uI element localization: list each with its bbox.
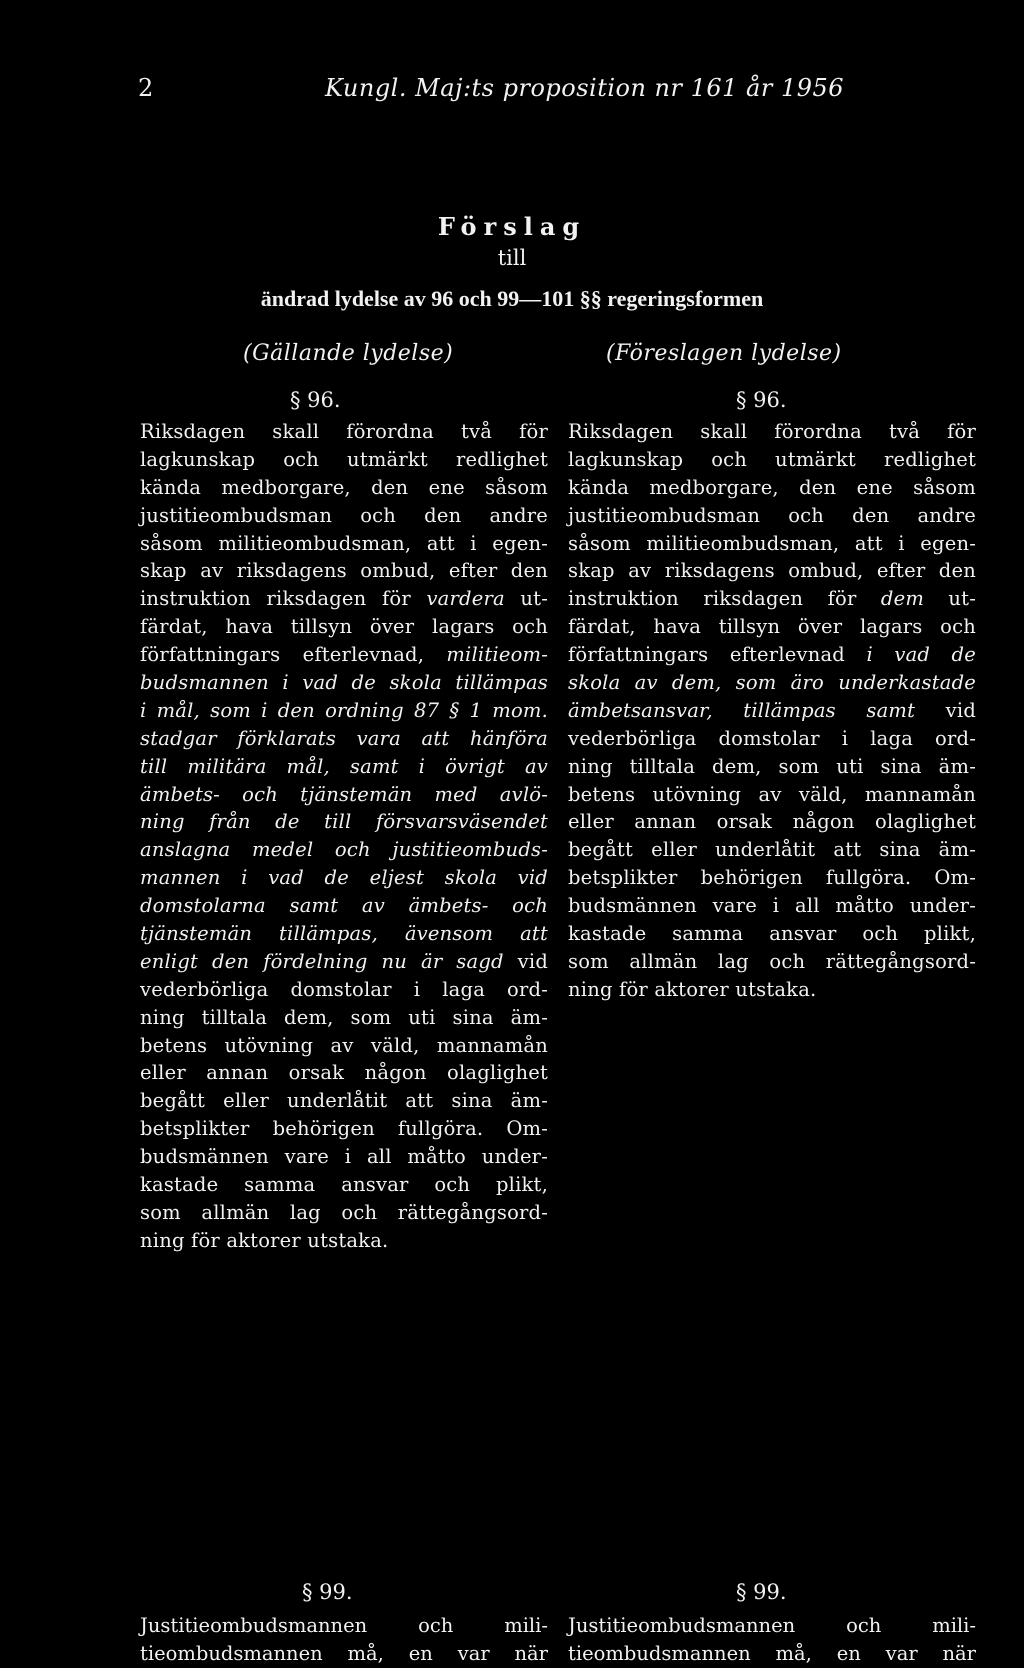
running-title: Kungl. Maj:ts proposition nr 161 år 1956: [325, 74, 845, 102]
section-96-current-line: domstolarna samt av ämbets- och: [140, 894, 548, 918]
section-96-proposed-line: budsmännen vare i all måtto under-: [568, 894, 976, 918]
section-99-proposed-line: tieombudsmannen må, en var när: [568, 1642, 976, 1665]
proposal-title-till: till: [497, 246, 527, 270]
section-96-proposed-line: kända medborgare, den ene såsom: [568, 475, 976, 499]
section-96-current-line: kastade samma ansvar och plikt,: [140, 1173, 548, 1197]
section-99-current-text: [140, 1612, 548, 1668]
section-96-current-line: lagkunskap och utmärkt redlighet: [140, 447, 548, 471]
section-96-current-line: anslagna medel och justitieombuds-: [140, 838, 548, 862]
section-96-proposed-line: kastade samma ansvar och plikt,: [568, 922, 976, 946]
section-96-current-line: kända medborgare, den ene såsom: [140, 475, 548, 499]
section-99-current-line: tieombudsmannen må, en var när: [140, 1642, 548, 1665]
section-96-current-line: i mål, som i den ordning 87 § 1 mom.: [140, 698, 548, 722]
section-96-proposed-line: instruktion riksdagen för dem ut-: [568, 587, 977, 611]
section-96-proposed-line: författningars efterlevnad i vad de: [568, 643, 976, 667]
section-96-proposed-line: betens utövning av väld, mannamån: [568, 782, 976, 806]
proposal-heading: ändrad lydelse av 96 och 99—101 §§ regeringsformen: [260, 286, 764, 311]
section-96-current-line: till militära mål, samt i övrigt av: [140, 754, 548, 778]
section-96-current-line: mannen i vad de eljest skola vid: [140, 866, 548, 890]
section-96-current-line: ning tilltala dem, som uti sina äm-: [140, 1005, 548, 1029]
section-96-proposed-line: eller annan orsak någon olaglighet: [568, 810, 976, 834]
section-96-current-line: justitieombudsman och den andre: [140, 503, 548, 527]
section-99-proposed-line: Justitieombudsmannen och mili-: [568, 1614, 976, 1637]
column-header-proposed: (Föreslagen lydelse): [606, 341, 842, 366]
section-96-proposed-line: vederbörliga domstolar i laga ord-: [568, 726, 976, 750]
section-99-label-left: § 99.: [302, 1580, 353, 1604]
section-96-proposed-line: justitieombudsman och den andre: [568, 503, 976, 527]
section-96-current-line: skap av riksdagens ombud, efter den: [140, 559, 548, 583]
section-96-proposed-line: såsom militieombudsman, att i egen-: [568, 531, 976, 555]
section-96-current-line: färdat, hava tillsyn över lagars och: [140, 615, 548, 639]
section-96-proposed-line: som allmän lag och rättegångsord-: [568, 949, 976, 973]
section-96-current-line: budsmännen vare i all måtto under-: [140, 1145, 548, 1169]
column-header-current: (Gällande lydelse): [243, 341, 454, 366]
section-96-proposed-line: Riksdagen skall förordna två för: [568, 420, 976, 443]
section-99-label-right: § 99.: [736, 1580, 787, 1604]
section-96-current-line: stadgar förklarats vara att hänföra: [140, 726, 548, 750]
section-96-current-line: ämbets- och tjänstemän med avlö-: [140, 782, 548, 806]
section-96-current-line: tjänstemän tillämpas, ävensom att: [140, 922, 548, 946]
section-96-current-line: instruktion riksdagen för vardera ut-: [140, 587, 548, 611]
proposal-title: Förslag: [437, 212, 587, 241]
section-96-current-line: ning för aktorer utstaka.: [140, 1228, 389, 1252]
section-96-current-line: författningars efterlevnad, militieom-: [140, 643, 548, 667]
section-96-proposed-line: lagkunskap och utmärkt redlighet: [568, 447, 976, 471]
section-96-proposed-line: ning för aktorer utstaka.: [568, 977, 817, 1001]
section-96-label-left: § 96.: [290, 388, 341, 412]
page-number: 2: [138, 74, 154, 102]
section-96-current-line: enligt den fördelning nu är sagd vid: [140, 949, 548, 973]
section-96-label-right: § 96.: [736, 388, 787, 412]
section-96-proposed-line: ning tilltala dem, som uti sina äm-: [568, 754, 976, 778]
section-96-current-text: [140, 418, 548, 1255]
section-99-current-line: Justitieombudsmannen och mili-: [140, 1614, 548, 1637]
section-96-current-line: betens utövning av väld, mannamån: [140, 1033, 548, 1057]
section-96-proposed-text: [568, 418, 976, 1004]
section-96-proposed-line: betsplikter behörigen fullgöra. Om-: [568, 866, 976, 890]
section-96-proposed-line: färdat, hava tillsyn över lagars och: [568, 615, 976, 639]
section-96-proposed-line: skola av dem, som äro underkastade: [568, 671, 976, 695]
section-96-current-line: vederbörliga domstolar i laga ord-: [140, 977, 548, 1001]
section-96-current-line: begått eller underlåtit att sina äm-: [140, 1089, 548, 1113]
section-96-current-line: som allmän lag och rättegångsord-: [140, 1200, 548, 1224]
section-96-current-line: såsom militieombudsman, att i egen-: [140, 531, 548, 555]
section-96-proposed-line: begått eller underlåtit att sina äm-: [568, 838, 976, 862]
section-96-current-line: budsmannen i vad de skola tillämpas: [140, 671, 548, 695]
section-96-proposed-line: skap av riksdagens ombud, efter den: [568, 559, 976, 583]
section-96-current-line: eller annan orsak någon olaglighet: [140, 1061, 548, 1085]
section-96-current-line: ning från de till försvarsväsendet: [140, 810, 548, 834]
section-96-current-line: betsplikter behörigen fullgöra. Om-: [140, 1117, 548, 1141]
section-96-proposed-line: ämbetsansvar, tillämpas samt vid: [568, 698, 976, 722]
section-99-proposed-text: [568, 1612, 976, 1668]
section-96-current-line: Riksdagen skall förordna två för: [140, 420, 548, 443]
